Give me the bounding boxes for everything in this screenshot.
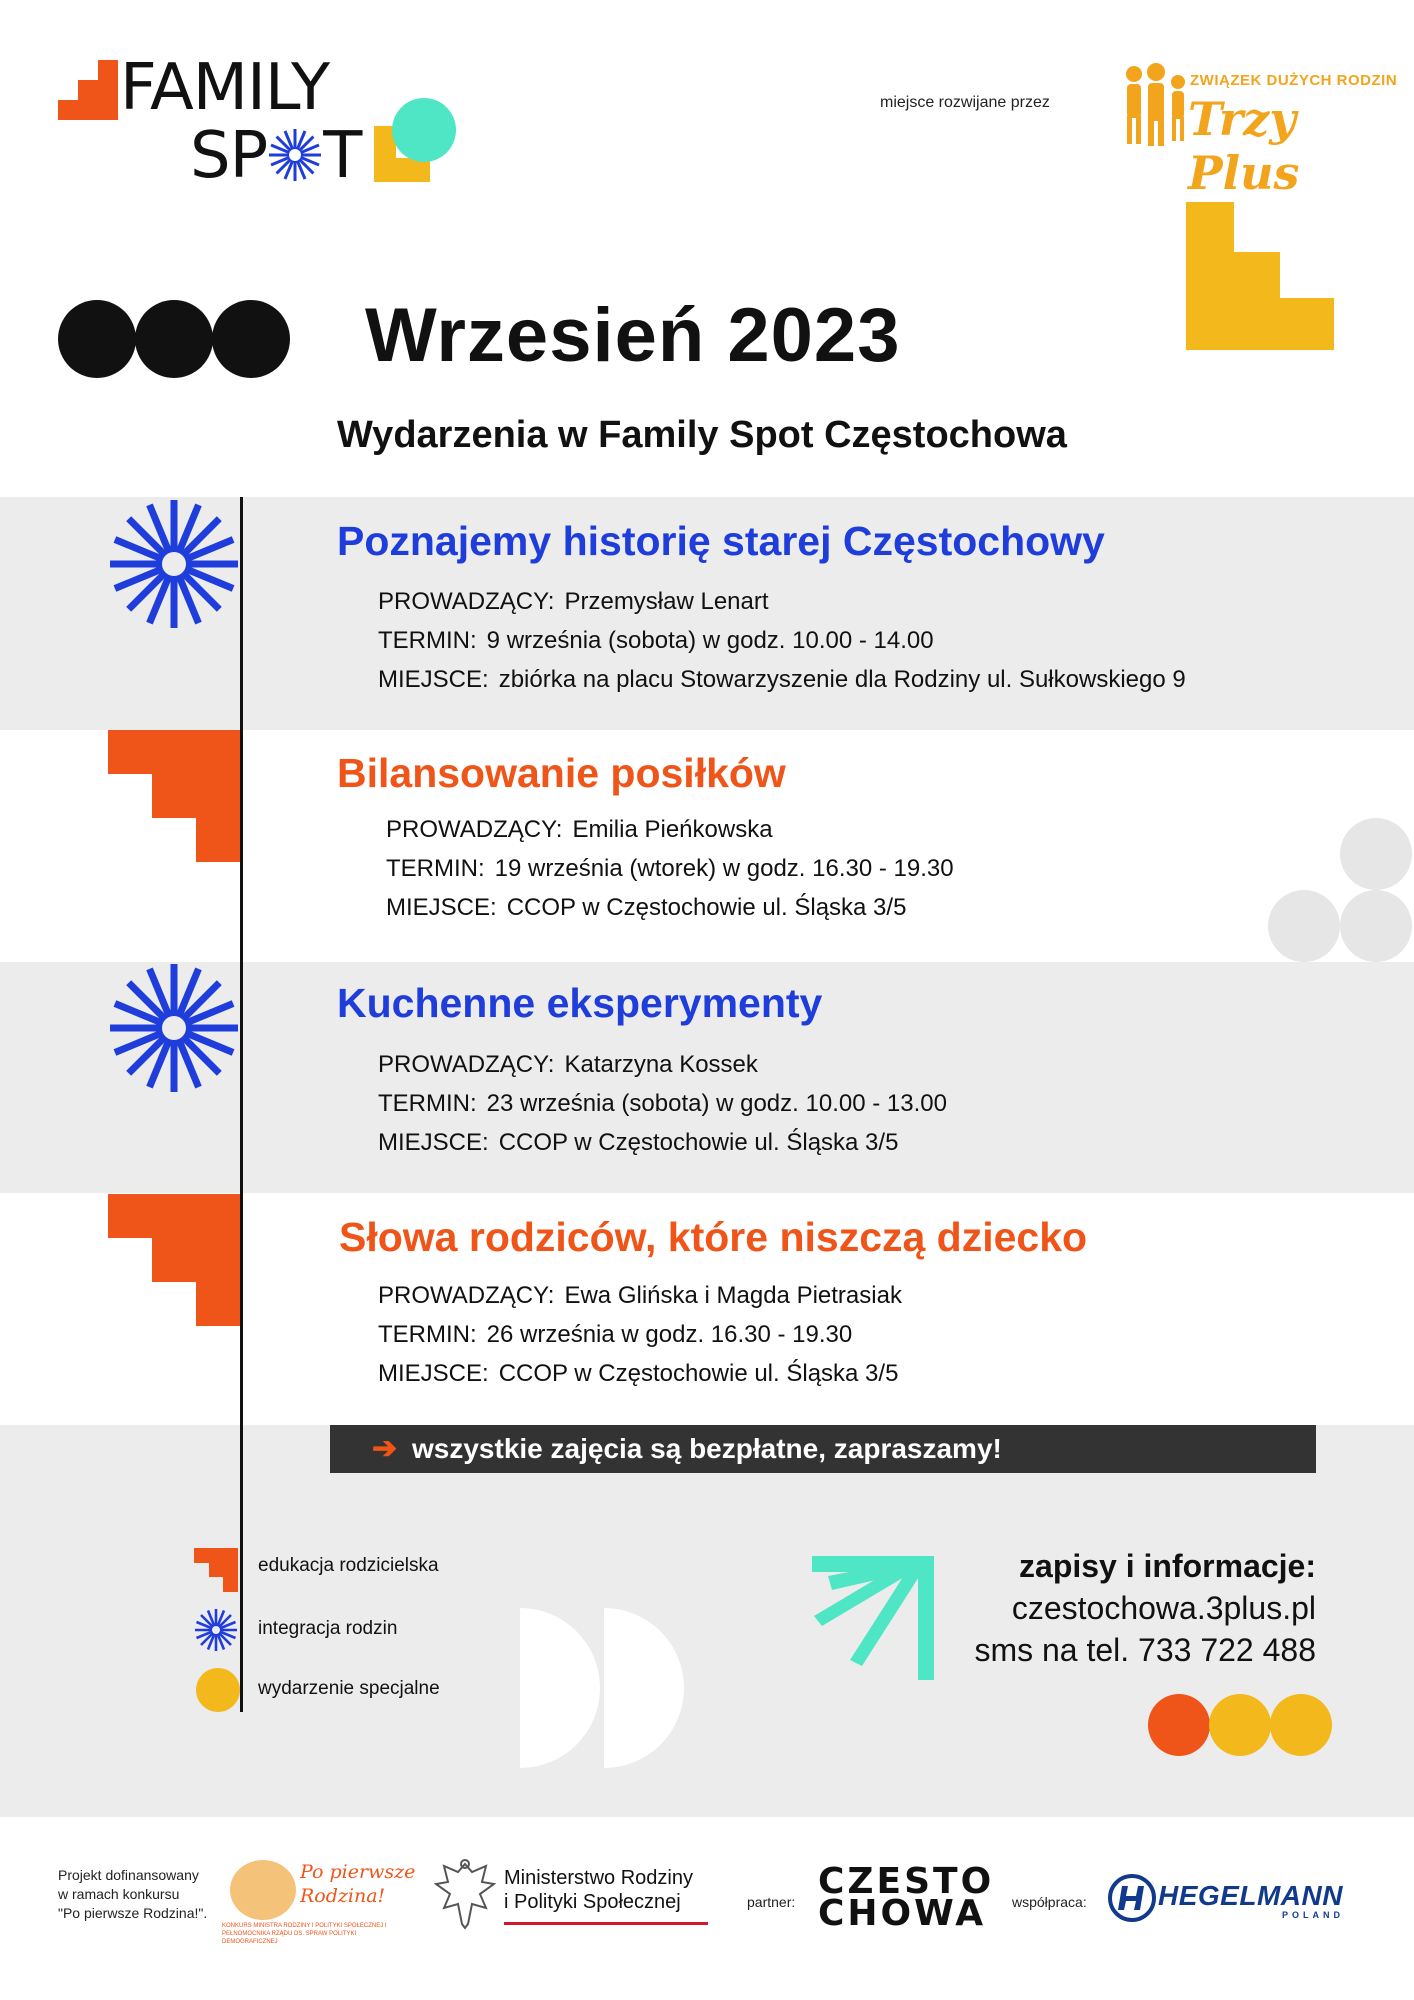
gray-circles-icon <box>1268 818 1414 969</box>
czestochowa-logo: CZESTO CHOWA <box>818 1861 995 1934</box>
legend-label-2: integracja rodzin <box>258 1618 398 1639</box>
legend-stairs-icon <box>194 1548 238 1597</box>
ministry-text: Ministerstwo Rodziny i Polityki Społecznej <box>504 1867 693 1913</box>
arrow-right-icon: ➔ <box>372 1432 398 1465</box>
event-1-details <box>378 582 1186 699</box>
family-figures-icon <box>1118 60 1192 155</box>
eagle-emblem-icon <box>434 1858 496 1935</box>
legend-starburst-icon <box>194 1608 238 1657</box>
hegelmann-name: HEGELMANN <box>1158 1880 1343 1911</box>
half-circles-icon <box>520 1608 684 1773</box>
po-pierwsze-rodzina-logo-icon <box>230 1860 296 1920</box>
starburst-icon <box>108 498 240 635</box>
contact-website[interactable]: czestochowa.3plus.pl <box>1011 1590 1316 1626</box>
hegelmann-sub: POLAND <box>1282 1910 1344 1920</box>
sponsor-logo-main: Trzy Plus <box>1188 92 1300 200</box>
logo-text-spot: SP T <box>190 119 362 193</box>
event-4-leader: PROWADZĄCY: Ewa Glińska i Magda Pietrasiak <box>378 1282 902 1309</box>
event-3-leader: PROWADZĄCY: Katarzyna Kossek <box>378 1051 758 1078</box>
event-2-details <box>386 810 954 927</box>
logo-star-icon <box>267 127 323 183</box>
page-title: Wrzesień 2023 <box>365 293 901 378</box>
event-3-date: TERMIN: 23 września (sobota) w godz. 10.00 - 13.00 <box>378 1090 947 1117</box>
starburst-icon <box>108 962 240 1099</box>
legend-circle-icon <box>196 1668 240 1712</box>
event-3-place: MIEJSCE: CCOP w Częstochowie ul. Śląska 3/5 <box>378 1129 899 1156</box>
event-2-leader: PROWADZĄCY: Emilia Pieńkowska <box>386 816 773 843</box>
yellow-stairs-icon <box>1186 202 1334 355</box>
free-banner <box>330 1425 1316 1473</box>
event-4-title: Słowa rodziców, które niszczą dziecko <box>339 1214 1088 1260</box>
po-pierwsze-logo-sub: KONKURS MINISTRA RODZINY I POLITYKI SPOŁECZNEJ I PEŁNOMOCNIKA RZĄDU DS. SPRAW POLITYKI DEMOGRAFICZNEJ <box>222 1923 387 1945</box>
event-2-place: MIEJSCE: CCOP w Częstochowie ul. Śląska 3/5 <box>386 894 907 921</box>
po-pierwsze-logo-text: Po pierwsze Rodzina! <box>300 1861 416 1907</box>
free-banner-text: wszystkie zajęcia są bezpłatne, zapraszamy! <box>412 1433 1002 1464</box>
event-1-date: TERMIN: 9 września (sobota) w godz. 10.00 - 14.00 <box>378 627 934 654</box>
event-4-details <box>378 1276 902 1393</box>
ministry-underline <box>504 1922 708 1925</box>
coop-label: współpraca: <box>1012 1894 1087 1910</box>
logo-text-family: FAMILY <box>120 51 330 125</box>
event-4-date: TERMIN: 26 września w godz. 16.30 - 19.30 <box>378 1321 853 1348</box>
event-2-date: TERMIN: 19 września (wtorek) w godz. 16.30 - 19.30 <box>386 855 954 882</box>
event-1-leader: PROWADZĄCY: Przemysław Lenart <box>378 588 769 615</box>
timeline-line <box>240 497 243 1712</box>
colored-dots-icon <box>1148 1694 1332 1761</box>
event-1-title: Poznajemy historię starej Częstochowy <box>337 518 1105 564</box>
legend-label-3: wydarzenie specjalne <box>258 1678 440 1699</box>
mint-rays-icon <box>812 1556 934 1685</box>
event-3-title: Kuchenne eksperymenty <box>337 980 823 1026</box>
event-1-place: MIEJSCE: zbiórka na placu Stowarzyszenie dla Rodziny ul. Sułkowskiego 9 <box>378 666 1186 693</box>
sponsor-logo-top: ZWIĄZEK DUŻYCH RODZIN <box>1190 72 1398 89</box>
legend-label-1: edukacja rodzicielska <box>258 1555 439 1576</box>
contact-heading: zapisy i informacje: <box>1019 1548 1316 1584</box>
event-3-details <box>378 1045 947 1162</box>
stairs-icon <box>108 1194 240 1331</box>
sponsor-text: miejsce rozwijane przez <box>880 94 1050 111</box>
project-note: Projekt dofinansowany w ramach konkursu "Po pierwsze Rodzina!". <box>58 1867 208 1921</box>
contact-phone: sms na tel. 733 722 488 <box>974 1632 1316 1668</box>
logo-orange-stairs-icon <box>58 60 118 125</box>
page-subtitle: Wydarzenia w Family Spot Częstochowa <box>337 414 1067 456</box>
event-2-title: Bilansowanie posiłków <box>337 750 786 796</box>
stairs-icon <box>108 730 240 867</box>
three-dots-icon <box>58 300 290 383</box>
partner-label: partner: <box>747 1894 796 1910</box>
hegelmann-logo-icon <box>1108 1874 1156 1927</box>
event-4-place: MIEJSCE: CCOP w Częstochowie ul. Śląska 3/5 <box>378 1360 899 1387</box>
logo-mint-circle-icon <box>392 98 456 162</box>
